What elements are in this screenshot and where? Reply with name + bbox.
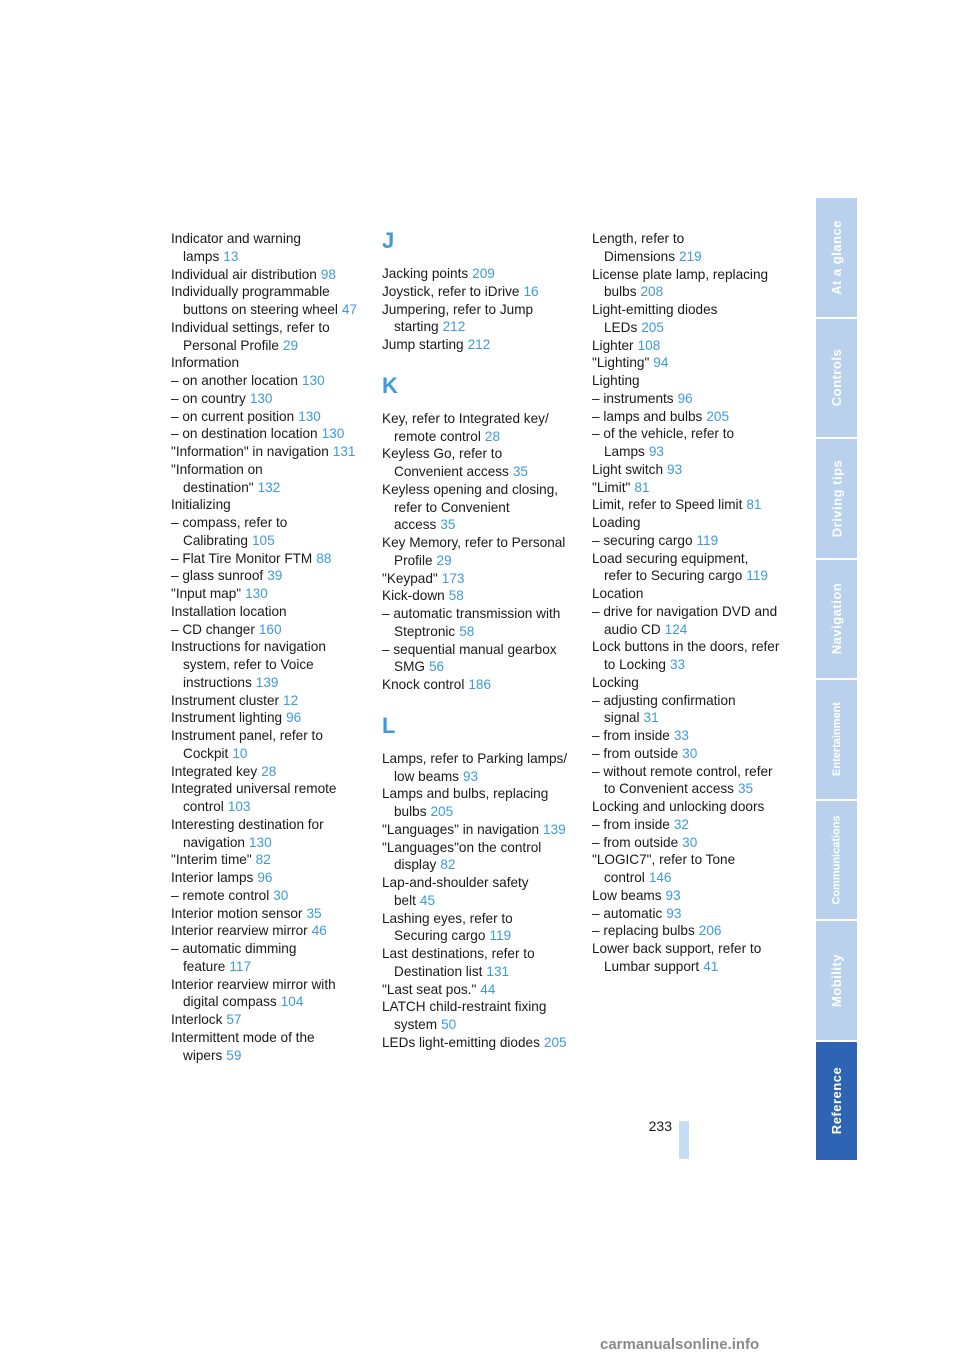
tab-label: At a glance [829, 219, 845, 295]
tab-label: Mobility [829, 953, 845, 1007]
index-entry [382, 301, 570, 337]
page-reference-link[interactable]: 82 [440, 857, 456, 873]
index-entry [592, 798, 780, 816]
index-entry [382, 587, 570, 605]
index-entry [171, 585, 359, 603]
index-entry [171, 887, 359, 905]
page-reference-link[interactable]: 30 [682, 745, 698, 761]
page-reference-link[interactable]: 130 [245, 586, 268, 601]
page-reference-link[interactable]: 10 [232, 745, 248, 761]
index-entry [171, 230, 359, 266]
index-entry-text: – Flat Tire Monitor FTM [171, 550, 313, 566]
tab-driving-tips[interactable] [816, 439, 857, 560]
index-entry-text: Jacking points [382, 266, 469, 281]
index-entry [382, 605, 570, 641]
section-letter: K [382, 372, 398, 398]
index-entry [171, 869, 359, 887]
tab-label: Driving tips [829, 459, 845, 538]
index-entry [171, 354, 359, 372]
index-entry [382, 998, 570, 1034]
page-reference-link[interactable]: 205 [641, 319, 664, 335]
page-reference-link[interactable]: 212 [467, 337, 491, 352]
section-letter: J [382, 228, 395, 253]
index-entry [592, 461, 780, 479]
index-entry [592, 496, 780, 514]
index-entry [592, 674, 780, 692]
index-entry-text: – automatic dimming feature [171, 941, 297, 974]
index-entry [171, 283, 359, 319]
index-entry-text: Interior rearview mirror with digital compass [171, 976, 336, 1010]
page-reference-link[interactable]: 35 [737, 781, 754, 797]
index-entry-text: "Lighting" [592, 355, 650, 371]
page-reference-link[interactable]: 39 [267, 568, 283, 584]
tab-reference[interactable] [816, 1042, 857, 1161]
index-entry [592, 603, 780, 639]
page-reference-link[interactable]: 58 [459, 623, 475, 639]
page-reference-link[interactable]: 47 [341, 302, 358, 317]
index-entry-text: "Information on destination" [171, 461, 263, 495]
index-entry-text: – without remote control, refer to Convenient access [592, 763, 773, 797]
page-reference-link[interactable]: 117 [229, 958, 251, 974]
page-reference-link[interactable]: 50 [441, 1017, 457, 1032]
page-reference-link[interactable]: 93 [667, 461, 683, 477]
index-entry-text: Length, refer to Dimensions [592, 231, 685, 264]
index-entry-text: Individual air distribution [171, 266, 317, 282]
index-entry [592, 585, 780, 603]
page-reference-link[interactable]: 35 [306, 905, 322, 921]
page-reference-link[interactable]: 219 [679, 248, 702, 264]
page-reference-link[interactable]: 82 [255, 852, 271, 868]
index-entry-text: "Input map" [171, 586, 242, 601]
index-entry-text: Instrument cluster [171, 692, 280, 708]
index-entry [382, 1034, 570, 1052]
index-entry [171, 905, 359, 923]
index-entry [382, 874, 570, 910]
index-entry-text: – on destination location [171, 426, 318, 442]
index-entry-text: – automatic transmission with Steptronic [382, 606, 561, 639]
index-entry [592, 550, 780, 586]
page-reference-link[interactable]: 205 [706, 408, 730, 424]
section-letter: L [382, 712, 396, 738]
page-reference-link[interactable]: 12 [283, 692, 299, 708]
section-tabs [816, 198, 857, 1160]
index-entry [171, 603, 359, 621]
tab-controls[interactable] [816, 319, 857, 440]
index-entry-text: Integrated key [171, 763, 258, 779]
page-reference-link[interactable]: 81 [634, 479, 650, 495]
index-entry [171, 461, 359, 497]
index-entry [171, 372, 359, 390]
index-entry-text: Jumpering, refer to Jump starting [382, 301, 534, 335]
index-entry-text: Lamps, refer to Parking lamps/ low beams [382, 750, 568, 784]
index-entry [171, 727, 359, 763]
index-entry-text: Interlock [171, 1012, 223, 1027]
page-reference-link[interactable]: 96 [286, 710, 302, 726]
index-entry-text: Intermittent mode of the wipers [171, 1029, 315, 1063]
page-reference-link[interactable]: 31 [643, 710, 659, 726]
index-entry-text: – lamps and bulbs [592, 408, 703, 424]
index-entry-text: License plate lamp, replacing bulbs [592, 266, 769, 300]
index-entry [592, 692, 780, 728]
index-entry [592, 372, 780, 390]
index-entry [592, 834, 780, 852]
index-entry [592, 230, 780, 266]
index-entry [171, 940, 359, 976]
index-entry [382, 534, 570, 570]
index-entry [171, 1011, 359, 1029]
page-reference-link[interactable]: 103 [227, 799, 251, 814]
page-reference-link[interactable]: 105 [251, 532, 275, 548]
page-reference-link[interactable]: 119 [696, 532, 719, 548]
index-entry-text: Keyless Go, refer to Convenient access [382, 446, 509, 479]
index-entry-text: – glass sunroof [171, 568, 264, 584]
index-entry [592, 266, 780, 302]
index-entry-text: – from inside [592, 816, 670, 832]
index-entry-text: Lighting [592, 373, 640, 388]
tab-at-a-glance[interactable] [816, 198, 857, 319]
index-entry-text: – automatic [592, 905, 663, 921]
index-entry [171, 550, 359, 568]
index-entry-text: Installation location [171, 603, 287, 619]
page-reference-link[interactable]: 119 [746, 568, 768, 584]
index-entry-text: Instructions for navigation system, refer to Voice instructions [171, 639, 326, 690]
index-entry-text: Integrated universal remote control [171, 781, 337, 814]
index-entry [382, 785, 570, 821]
index-entry [171, 514, 359, 550]
index-entry [382, 839, 570, 875]
page-reference-link[interactable]: 96 [257, 870, 273, 885]
page-reference-link[interactable]: 13 [223, 248, 239, 264]
tab-label: Communications [830, 815, 843, 905]
page-reference-link[interactable]: 28 [261, 763, 277, 779]
index-entry [382, 750, 570, 786]
page-reference-link[interactable]: 130 [248, 834, 272, 850]
index-entry [382, 981, 570, 999]
index-entry-text: – from outside [592, 745, 679, 761]
index-entry-text: "Keypad" [382, 570, 438, 586]
index-entry-text: Knock control [382, 677, 465, 692]
index-entry-text: – adjusting confirmation signal [592, 692, 736, 726]
index-entry-text: – compass, refer to Calibrating [171, 515, 288, 548]
index-column-3 [592, 230, 780, 976]
index-entry [171, 692, 359, 710]
index-entry-text: Individual settings, refer to Personal Profile [171, 319, 330, 353]
index-entry-text: "Languages"on the control display [382, 839, 542, 873]
index-entry-text: Lamps and bulbs, replacing bulbs [382, 786, 549, 819]
page-reference-link[interactable]: 45 [419, 892, 436, 908]
page-number: 233 [648, 1118, 672, 1134]
index-entry [592, 922, 780, 940]
page-number-bar [679, 1121, 689, 1159]
index-entry-text: Lap-and-shoulder safety belt [382, 875, 529, 908]
index-entry-text: LEDs light-emitting diodes [382, 1034, 540, 1050]
index-entry-text: Individually programmable buttons on steering wheel [171, 284, 338, 317]
index-entry-text: Joystick, refer to iDrive [382, 283, 520, 299]
page-reference-link[interactable]: 59 [226, 1047, 242, 1063]
page-reference-link[interactable]: 57 [226, 1012, 242, 1027]
index-entry-text: Light-emitting diodes LEDs [592, 302, 718, 335]
page-reference-link[interactable]: 94 [653, 355, 669, 371]
index-entry-text: – securing cargo [592, 532, 693, 548]
index-entry-text: "Languages" in navigation [382, 821, 540, 837]
index-entry [171, 816, 359, 852]
page-reference-link[interactable]: 28 [484, 428, 501, 444]
index-entry [382, 821, 570, 839]
index-entry [171, 922, 359, 940]
index-entry [171, 567, 359, 585]
index-entry [171, 390, 359, 408]
page-reference-link[interactable]: 44 [480, 981, 496, 997]
index-entry [592, 727, 780, 745]
index-entry-text: "Interim time" [171, 852, 252, 868]
page-reference-link[interactable]: 209 [472, 266, 495, 281]
index-entry-text: Instrument lighting [171, 710, 283, 726]
section-spacer [382, 694, 570, 715]
page-reference-link[interactable]: 33 [669, 657, 686, 672]
page-reference-link[interactable]: 205 [430, 804, 454, 819]
page-reference-link[interactable]: 32 [673, 816, 689, 832]
index-entry-text: LATCH child-restraint fixing system [382, 999, 547, 1032]
index-entry-text: "Last seat pos." [382, 981, 477, 997]
index-entry [592, 390, 780, 408]
index-entry [592, 763, 780, 799]
page-reference-link[interactable]: 35 [512, 464, 528, 479]
page-reference-link[interactable]: 186 [468, 677, 492, 692]
index-entry-text: – drive for navigation DVD and audio CD [592, 603, 778, 637]
index-entry-text: – replacing bulbs [592, 923, 695, 939]
index-entry [171, 780, 359, 816]
index-entry-text: Kick-down [382, 588, 445, 604]
page-reference-link[interactable]: 206 [698, 923, 722, 939]
index-entry [171, 851, 359, 869]
index-entry-text: – on current position [171, 408, 295, 424]
index-entry-text: Interesting destination for navigation [171, 816, 324, 850]
index-entry-text: Initializing [171, 497, 231, 513]
index-entry-text: – from inside [592, 728, 670, 743]
page-reference-link[interactable]: 212 [442, 319, 466, 335]
tab-label: Entertainment [830, 702, 843, 777]
index-entry-text: Low beams [592, 887, 662, 903]
index-entry-text: Instrument panel, refer to Cockpit [171, 728, 323, 761]
index-entry-text: Information [171, 355, 240, 371]
index-entry-text: Lower back support, refer to Lumbar support [592, 941, 762, 974]
tab-navigation[interactable] [816, 560, 857, 681]
index-entry-text: Loading [592, 515, 641, 530]
page-reference-link[interactable]: 139 [255, 674, 279, 690]
index-entry [592, 816, 780, 834]
tab-label: Controls [829, 349, 845, 407]
page-reference-link[interactable]: 98 [320, 266, 336, 282]
index-entry-text: Interior lamps [171, 870, 254, 885]
index-entry [382, 283, 570, 301]
page-reference-link[interactable]: 130 [321, 426, 345, 442]
index-entry-text: Key Memory, refer to Personal Profile [382, 535, 566, 568]
index-entry [382, 336, 570, 354]
page-reference-link[interactable]: 130 [301, 373, 325, 388]
page-reference-link[interactable]: 96 [677, 390, 693, 406]
index-entry [382, 676, 570, 694]
index-entry [171, 443, 359, 461]
index-entry [171, 763, 359, 781]
index-entry [382, 410, 570, 446]
index-entry-text: Keyless opening and closing, refer to Convenient access [382, 481, 559, 533]
index-entry [592, 887, 780, 905]
index-entry [382, 641, 570, 677]
page-reference-link[interactable]: 29 [282, 337, 299, 353]
index-entry [592, 408, 780, 426]
page-reference-link[interactable]: 35 [440, 517, 456, 533]
page-reference-link[interactable]: 93 [666, 905, 682, 921]
index-entry-text: Jump starting [382, 337, 464, 352]
index-entry [592, 425, 780, 461]
index-entry-text: – on country [171, 390, 246, 406]
page-reference-link[interactable]: 58 [448, 588, 464, 604]
tab-entertainment[interactable] [816, 680, 857, 801]
index-entry-text: "Limit" [592, 479, 631, 495]
index-entry-text: Locking and unlocking doors [592, 799, 765, 814]
index-entry [592, 532, 780, 550]
index-entry-text: Lighter [592, 337, 634, 353]
page-reference-link[interactable]: 205 [543, 1034, 567, 1050]
index-entry [592, 337, 780, 355]
index-entry [382, 570, 570, 588]
index-entry [382, 945, 570, 981]
index-entry [592, 905, 780, 923]
page-reference-link[interactable]: 88 [316, 550, 332, 566]
index-entry [171, 319, 359, 355]
index-entry-text: Last destinations, refer to Destination list [382, 946, 535, 979]
page-reference-link[interactable]: 56 [428, 659, 445, 675]
index-entry-text: "LOGIC7", refer to Tone control [592, 852, 736, 885]
tab-label: Reference [829, 1067, 844, 1135]
index-entry-text: Indicator and warning lamps [171, 231, 301, 264]
watermark: carmanualsonline.info [600, 1336, 760, 1353]
page-reference-link[interactable]: 93 [462, 768, 479, 784]
page-reference-link[interactable]: 146 [648, 870, 672, 885]
index-entry [592, 940, 780, 976]
page-reference-link[interactable]: 131 [332, 444, 356, 459]
page-reference-link[interactable]: 33 [673, 728, 689, 743]
page-reference-link[interactable]: 130 [298, 408, 321, 424]
page-reference-link[interactable]: 81 [746, 497, 762, 513]
index-entry [171, 621, 359, 639]
page-reference-link[interactable]: 119 [489, 928, 512, 944]
page-reference-link[interactable]: 30 [682, 834, 698, 850]
page-reference-link[interactable]: 46 [311, 923, 327, 939]
index-entry-text: – of the vehicle, refer to Lamps [592, 426, 735, 459]
index-entry [171, 1029, 359, 1065]
index-entry [592, 514, 780, 532]
index-entry [171, 408, 359, 426]
page-reference-link[interactable]: 93 [648, 444, 664, 459]
index-entry [592, 851, 780, 887]
index-entry-text: – remote control [171, 887, 270, 903]
index-entry-text: – from outside [592, 834, 679, 850]
page-reference-link[interactable]: 132 [257, 479, 281, 495]
page-reference-link[interactable]: 16 [523, 283, 539, 299]
index-entry-text: Lock buttons in the doors, refer to Locking [592, 639, 780, 672]
section-spacer [382, 354, 570, 375]
page-reference-link[interactable]: 173 [441, 570, 465, 586]
index-entry [171, 638, 359, 691]
index-entry-text: – on another location [171, 373, 298, 388]
page-reference-link[interactable]: 208 [640, 284, 664, 300]
tab-label: Navigation [829, 583, 844, 655]
index-entry-text: Locking [592, 674, 639, 690]
index-entry [592, 301, 780, 337]
index-entry-text: Load securing equipment, refer to Securing cargo [592, 550, 749, 584]
page-reference-link[interactable]: 160 [258, 621, 282, 637]
index-entry-text: Interior motion sensor [171, 905, 303, 921]
index-entry-text: – CD changer [171, 621, 255, 637]
page-reference-link[interactable]: 30 [273, 887, 289, 903]
tab-mobility[interactable] [816, 921, 857, 1042]
page-reference-link[interactable]: 124 [664, 621, 688, 637]
index-column-2 [382, 230, 570, 1052]
index-entry [382, 910, 570, 946]
index-entry-text: – instruments [592, 390, 674, 406]
index-entry [592, 745, 780, 763]
index-entry-text: Key, refer to Integrated key/ remote control [382, 410, 549, 444]
index-entry-text: Lashing eyes, refer to Securing cargo [382, 910, 513, 944]
index-entry [382, 445, 570, 481]
index-entry [592, 354, 780, 372]
index-entry [592, 479, 780, 497]
index-entry [171, 976, 359, 1012]
index-entry [171, 709, 359, 727]
page-reference-link[interactable]: 130 [249, 390, 273, 406]
page-reference-link[interactable]: 41 [703, 958, 719, 974]
index-entry-text: – sequential manual gearbox SMG [382, 641, 557, 675]
index-entry-text: Limit, refer to Speed limit [592, 497, 743, 513]
page-reference-link[interactable]: 139 [543, 821, 566, 837]
index-entry [382, 265, 570, 283]
index-entry [171, 425, 359, 443]
index-entry [171, 266, 359, 284]
page-reference-link[interactable]: 104 [280, 994, 304, 1010]
page-reference-link[interactable]: 108 [637, 337, 661, 353]
index-entry [171, 496, 359, 514]
page-reference-link[interactable]: 29 [436, 552, 452, 568]
index-entry-text: "Information" in navigation [171, 444, 329, 459]
index-entry-text: Location [592, 586, 644, 601]
index-column-1 [171, 230, 359, 1064]
index-entry-text: Interior rearview mirror [171, 923, 308, 939]
tab-communications[interactable] [816, 801, 857, 922]
index-entry [592, 638, 780, 674]
page-reference-link[interactable]: 93 [665, 887, 681, 903]
index-entry-text: Light switch [592, 461, 664, 477]
index-entry [382, 481, 570, 534]
page-reference-link[interactable]: 131 [486, 963, 510, 979]
